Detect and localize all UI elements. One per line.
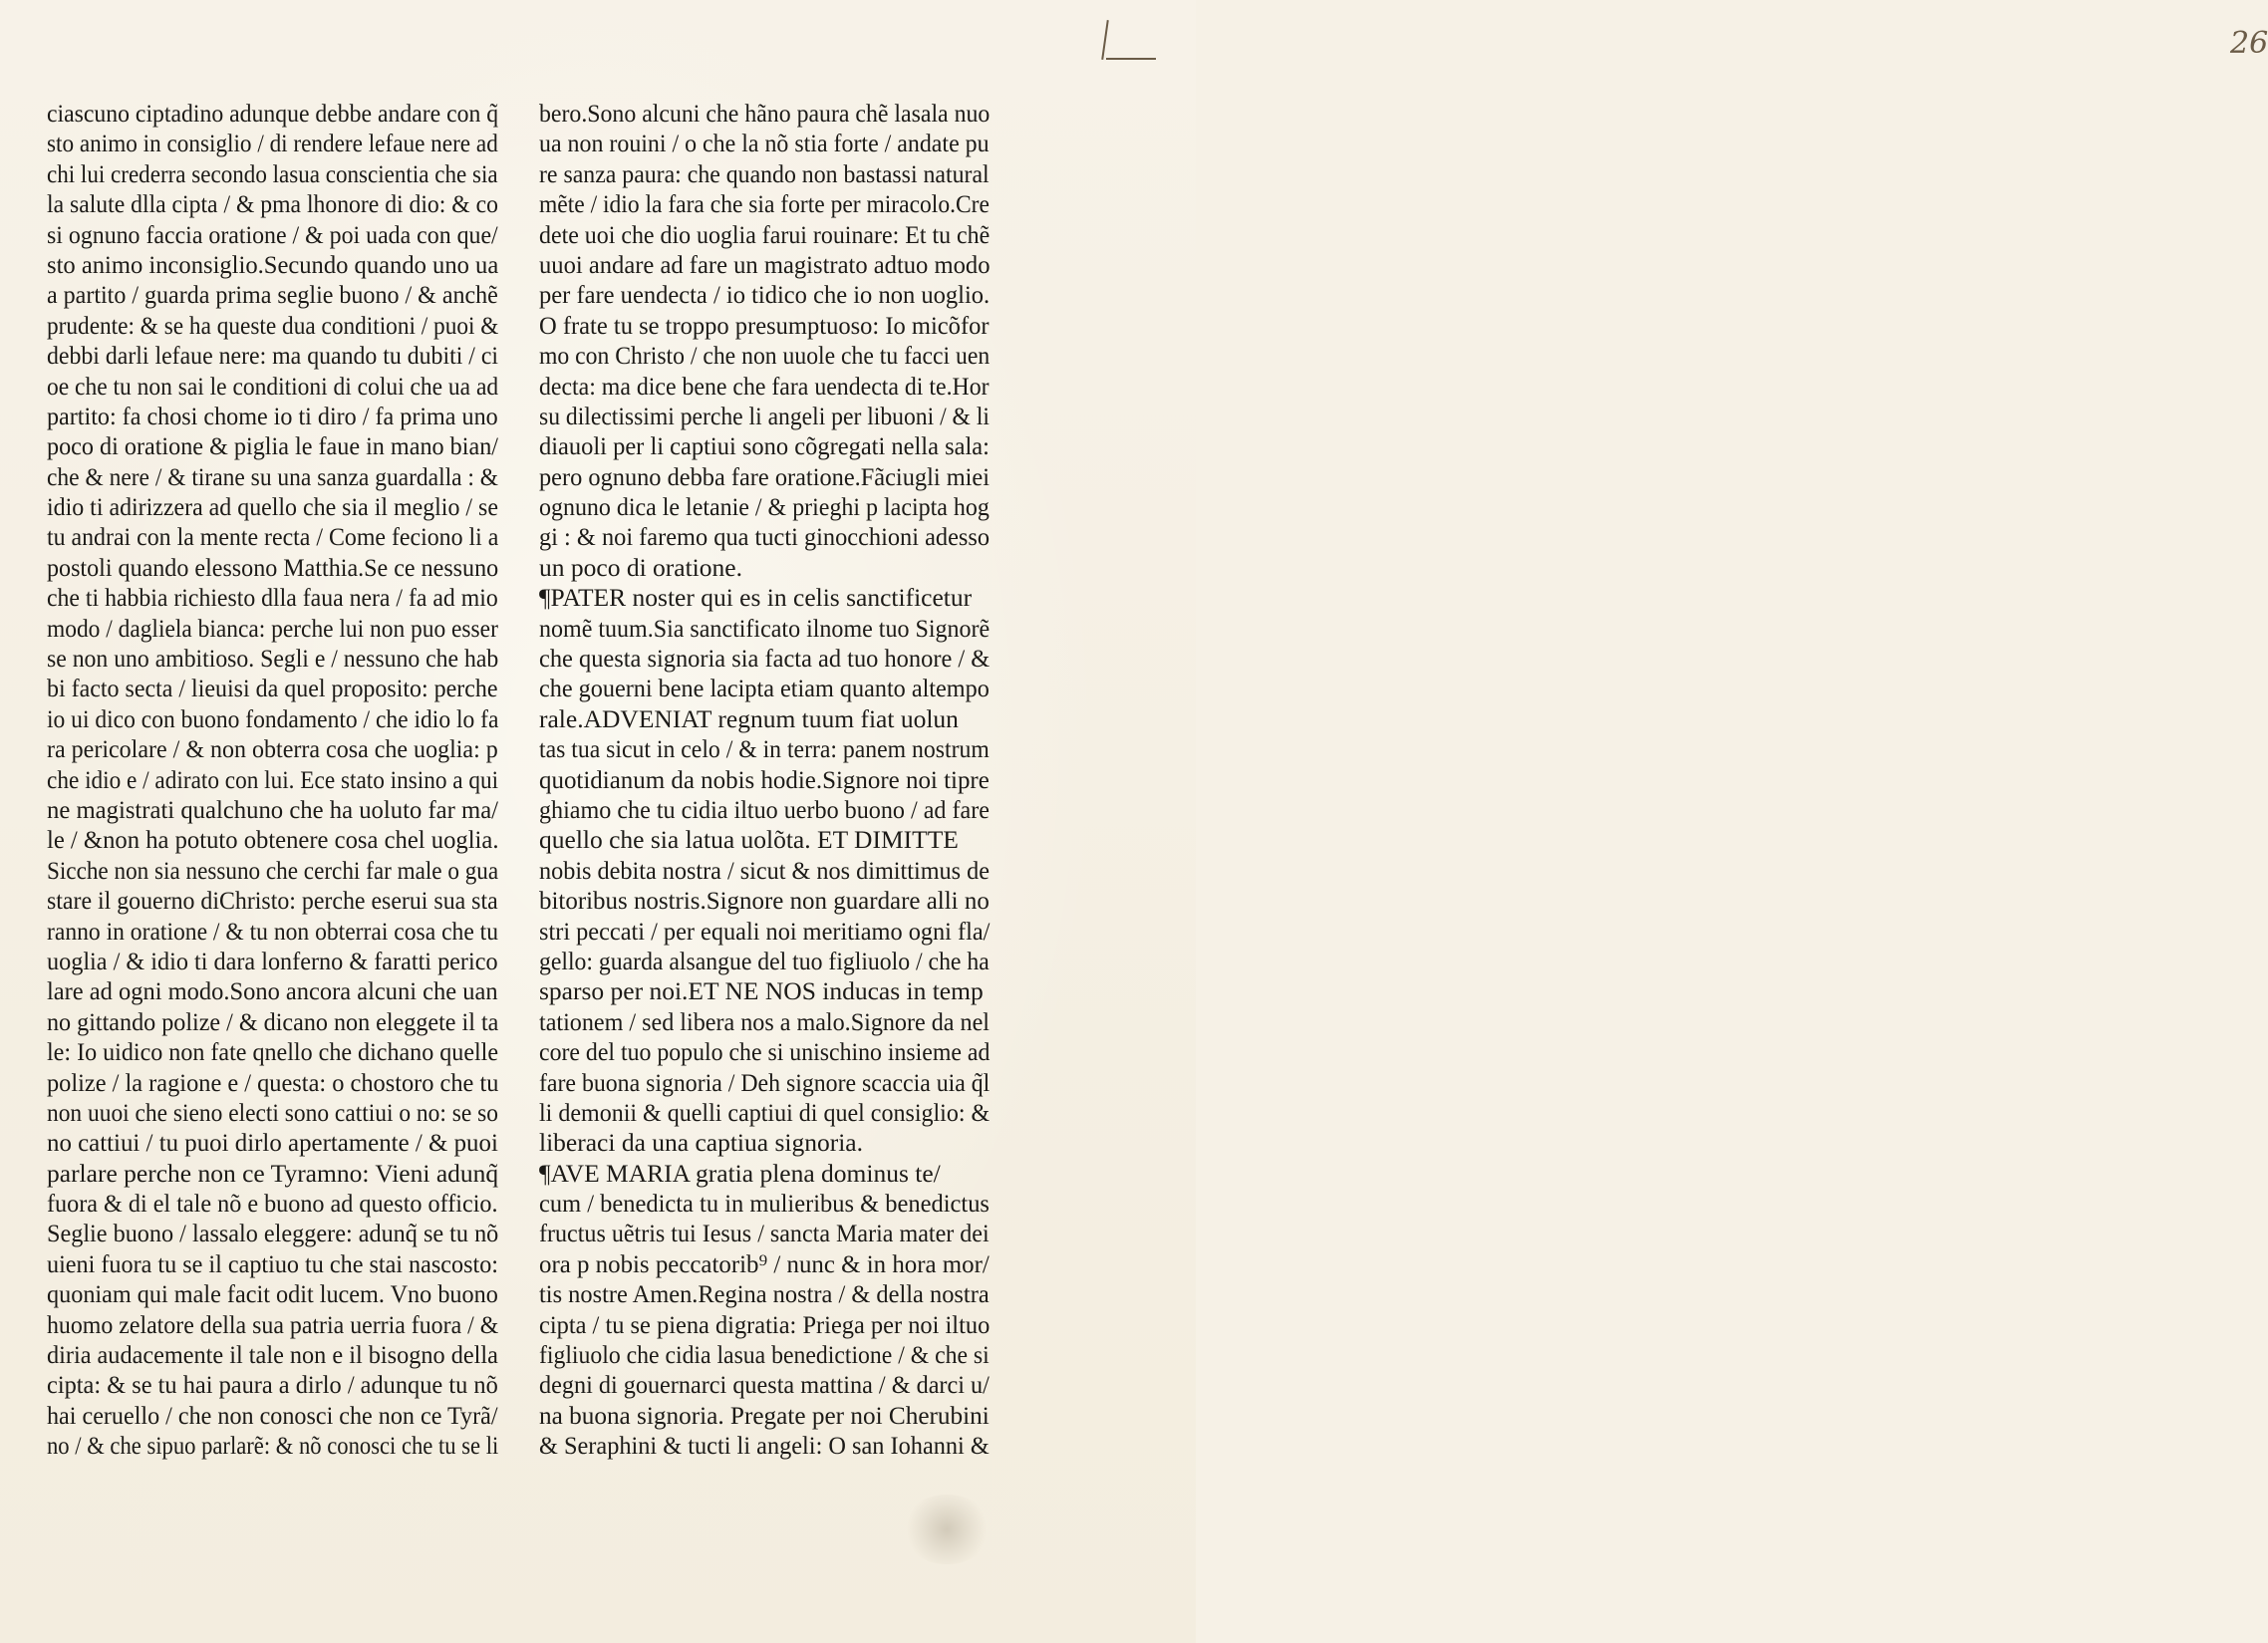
left-column-line: cipta: & se tu hai paura a dirlo / adunque tu nõ	[47, 1370, 498, 1400]
left-column-line: quoniam qui male facit odit lucem. Vno buono	[47, 1279, 498, 1309]
left-column-line: che idio e / adirato con lui. Ece stato insino a qui	[47, 764, 499, 794]
right-column-line: dete uoi che dio uoglia farui rouinare: Et tu chẽ	[539, 219, 991, 249]
left-column-line: uoglia / & idio ti dara lonferno & faratti perico	[47, 946, 498, 975]
right-column-line: che questa signoria sia facta ad tuo honore / &	[539, 644, 991, 674]
right-column-line: tis nostre Amen.Regina nostra / & della nostra	[539, 1279, 990, 1309]
right-column-line: fructus uẽtris tui Iesus / sancta Maria mater dei	[539, 1219, 990, 1248]
right-column-line: na buona signoria. Pregate per noi Cherubini	[539, 1400, 990, 1430]
left-column-line: partito: fa chosi chome io ti diro / fa prima uno	[47, 401, 498, 430]
left-column-line: parlare perche non ce Tyramno: Vieni adunq̃	[47, 1158, 499, 1188]
left-column-line: Seglie buono / lassalo eleggere: adunq̃ se tu nõ	[47, 1219, 499, 1248]
folio-number-area	[1106, 14, 2268, 64]
left-column-line: no cattiui / tu puoi dirlo apertamente / & puoi	[47, 1128, 498, 1158]
right-column-line: uuoi andare ad fare un magistrato adtuo modo	[539, 249, 991, 279]
left-column-line: stare il gouerno diChristo: perche eserui sua sta	[47, 886, 498, 916]
right-column-line: quotidianum da nobis hodie.Signore noi tipre	[539, 764, 990, 794]
left-column-line: le / &non ha potuto obtenere cosa chel uoglia.	[47, 825, 499, 855]
right-column-line: stri peccati / per equali noi meritiamo ogni fla/	[539, 916, 991, 946]
left-column-line: no / & che sipuo parlarẽ: & nõ conosci che tu se li	[47, 1431, 499, 1461]
right-column-line: li demonii & quelli captiui di quel consiglio: &	[539, 1097, 991, 1127]
left-column-line: sto animo inconsiglio.Secundo quando uno ua	[47, 249, 499, 279]
right-column-line: ora p nobis peccatorib⁹ / nunc & in hora mor/	[539, 1248, 990, 1278]
right-column-line: su dilectissimi perche li angeli per libuoni / & li	[539, 401, 990, 430]
right-column-line: ognuno dica le letanie / & prieghi p lacipta hog	[539, 492, 990, 522]
left-column-line: huomo zelatore della sua patria uerria fuora / &	[47, 1309, 499, 1339]
right-column-line: per fare uendecta / io tidico che io non uoglio.	[539, 280, 991, 310]
left-column-line: che & nere / & tirane su una sanza guardalla : &	[47, 461, 499, 491]
right-column-line: bitoribus nostris.Signore non guardare alli no	[539, 886, 990, 916]
left-column-line: si ognuno faccia oratione / & poi uada con que/	[47, 219, 498, 249]
left-column-line: se non uno ambitioso. Segli e / nessuno che hab	[47, 644, 499, 674]
right-column-line: decta: ma dice bene che fara uendecta di te.Hor	[539, 371, 990, 401]
right-column-line: diauoli per li captiui sono cõgregati nella sala:	[539, 431, 990, 461]
right-column-line: ¶PATER noster qui es in celis sanctificetur	[539, 583, 973, 613]
left-column-line: sto animo in consiglio / di rendere lefaue nere ad	[47, 129, 498, 158]
right-column-line: O frate tu se troppo presumptuoso: Io micõfor	[539, 310, 990, 340]
left-column-line: bi facto secta / lieuisi da quel proposito: perche	[47, 674, 498, 703]
left-column-line: uieni fuora tu se il captiuo tu che stai nascosto:	[47, 1248, 499, 1278]
right-column-line: degni di gouernarci questa mattina / & darci u/	[539, 1370, 990, 1400]
left-column-line: tu andrai con la mente recta / Come feciono li a	[47, 522, 499, 552]
right-column-line: che gouerni bene lacipta etiam quanto altempo	[539, 674, 990, 703]
left-column-line: a partito / guarda prima seglie buono / & anchẽ	[47, 280, 498, 310]
left-column-line: polize / la ragione e / questa: o chostoro che tu	[47, 1067, 499, 1097]
left-column-line: fuora & di el tale nõ e buono ad questo officio.	[47, 1189, 498, 1219]
left-column-line: oe che tu non sai le conditioni di colui che ua ad	[47, 371, 499, 401]
left-column-line: hai ceruello / che non conosci che non ce Tyrã/	[47, 1400, 498, 1430]
right-column-line: ua non rouini / o che la nõ stia forte / andate pu	[539, 129, 990, 158]
left-text-column	[47, 99, 498, 1462]
left-column-line: postoli quando elessono Matthia.Se ce nessuno	[47, 552, 499, 582]
right-column-line: gello: guarda alsangue del tuo figliuolo / che ha	[539, 946, 990, 975]
right-column-line: re sanza paura: che quando non bastassi natural	[539, 158, 990, 188]
right-column-line: ¶AVE MARIA gratia plena dominus te/	[539, 1158, 941, 1188]
right-column-line: cum / benedicta tu in mulieribus & benedictus	[539, 1189, 990, 1219]
left-column-line: ra pericolare / & non obterra cosa che uoglia: p	[47, 734, 498, 764]
right-column-line: ghiamo che tu cidia iltuo uerbo buono / ad fare	[539, 794, 990, 824]
right-column-line: sparso per noi.ET NE NOS inducas in temp	[539, 976, 984, 1006]
folio-number: 26	[2230, 26, 2268, 61]
right-column-line: gi : & noi faremo qua tucti ginocchioni adesso	[539, 522, 991, 552]
paper-stain	[902, 1495, 992, 1564]
left-column-line: poco di oratione & piglia le faue in mano bian/	[47, 431, 499, 461]
left-column-line: idio ti adirizzera ad quello che sia il meglio / se	[47, 492, 498, 522]
right-column-line: rale.ADVENIAT regnum tuum fiat uolun	[539, 703, 959, 733]
right-column-line: tationem / sed libera nos a malo.Signore da nel	[539, 1006, 991, 1036]
right-column-line: core del tuo populo che si unischino insieme ad	[539, 1037, 991, 1067]
right-column-line: un poco di oratione.	[539, 552, 742, 582]
left-column-line: ranno in oratione / & tu non obterrai cosa che tu	[47, 916, 499, 946]
left-column-line: diria audacemente il tale non e il bisogno della	[47, 1340, 498, 1370]
right-column-line: figliuolo che cidia lasua benedictione / & che si	[539, 1340, 990, 1370]
right-column-line: quello che sia latua uolõta. ET DIMITTE	[539, 825, 959, 855]
left-column-line: non uuoi che sieno electi sono cattiui o no: se so	[47, 1097, 498, 1127]
right-column-line: mo con Christo / che non uuole che tu facci uen	[539, 341, 991, 371]
left-column-line: chi lui crederra secondo lasua conscientia che sia	[47, 158, 498, 188]
left-column-line: la salute dlla cipta / & pma lhonore di dio: & co	[47, 189, 498, 219]
right-column-line: nomẽ tuum.Sia sanctificato ilnome tuo Signorẽ	[539, 613, 991, 643]
left-column-line: le: Io uidico non fate qnello che dichano quelle	[47, 1037, 499, 1067]
right-column-line: liberaci da una captiua signoria.	[539, 1128, 863, 1158]
left-column-line: no gittando polize / & dicano non eleggete il ta	[47, 1006, 499, 1036]
left-column-line: debbi darli lefaue nere: ma quando tu dubiti / ci	[47, 341, 499, 371]
right-column-line: nobis debita nostra / sicut & nos dimittimus de	[539, 855, 990, 885]
left-column-line: io ui dico con buono fondamento / che idio lo fa	[47, 703, 499, 733]
right-column-line: tas tua sicut in celo / & in terra: panem nostrum	[539, 734, 990, 764]
right-text-column	[539, 99, 990, 1462]
left-column-line: Sicche non sia nessuno che cerchi far male o gua	[47, 855, 499, 885]
left-column-line: che ti habbia richiesto dlla faua nera / fa ad mio	[47, 583, 498, 613]
right-column-line: & Seraphini & tucti li angeli: O san Iohanni &	[539, 1431, 990, 1461]
left-column-line: ne magistrati qualchuno che ha uoluto far ma/	[47, 794, 499, 824]
right-column-line: fare buona signoria / Deh signore scaccia uia q̃l	[539, 1067, 991, 1097]
left-column-line: modo / dagliela bianca: perche lui non puo esser	[47, 613, 498, 643]
left-column-line: lare ad ogni modo.Sono ancora alcuni che uan	[47, 976, 498, 1006]
right-column-line: pero ognuno debba fare oratione.Fãciugli miei	[539, 461, 991, 491]
right-column-line: cipta / tu se piena digratia: Priega per noi iltuo	[539, 1309, 991, 1339]
right-column-line: mẽte / idio la fara che sia forte per miracolo.Cre	[539, 189, 990, 219]
right-column-line: bero.Sono alcuni che hãno paura chẽ lasala nuo	[539, 99, 991, 128]
left-column-line: ciascuno ciptadino adunque debbe andare con q̃	[47, 99, 499, 128]
left-column-line: prudente: & se ha queste dua conditioni / puoi &	[47, 310, 499, 340]
